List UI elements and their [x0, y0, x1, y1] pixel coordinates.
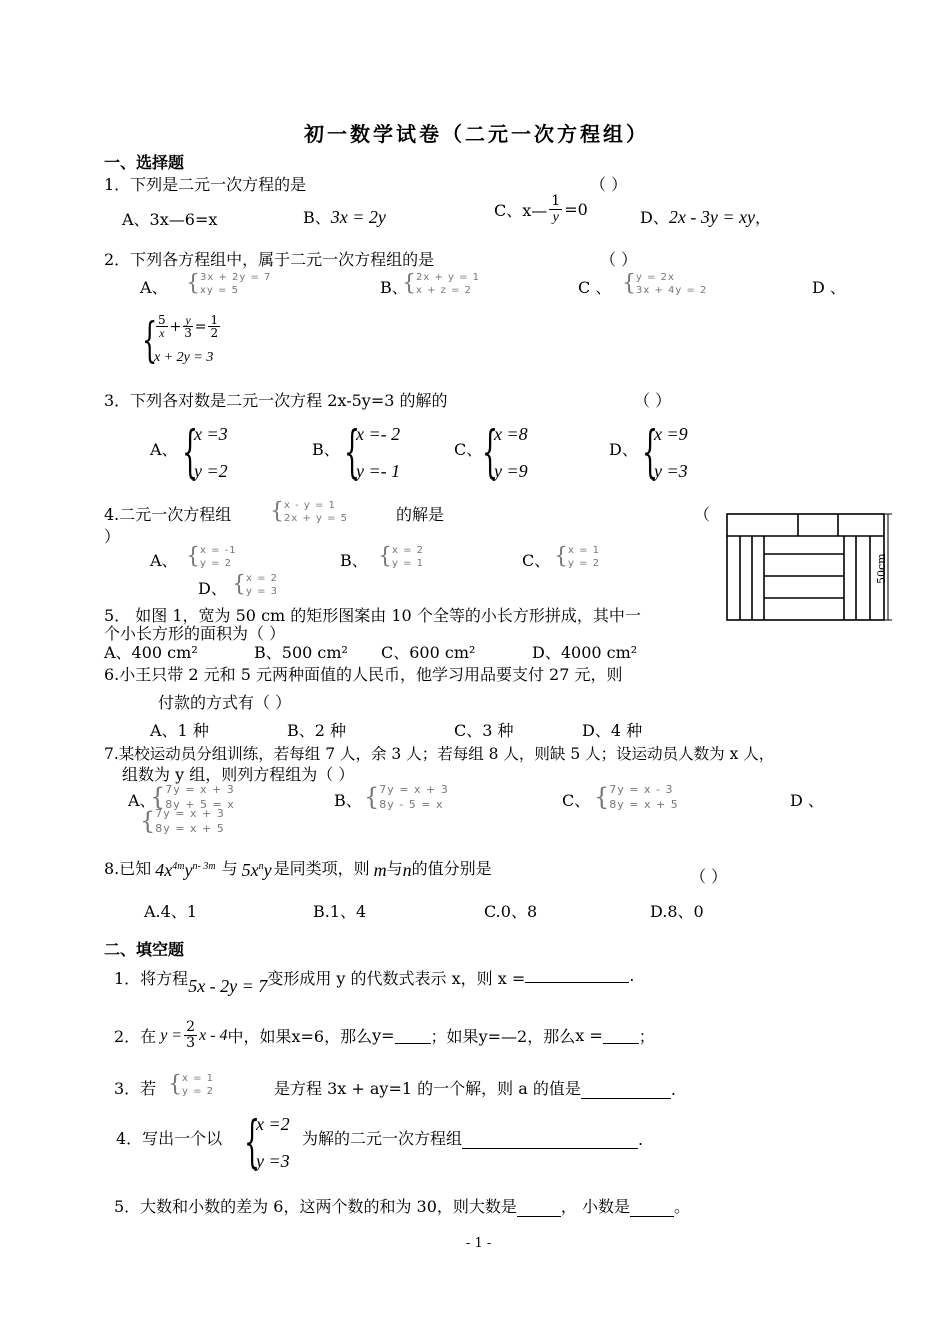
- f2-line: [114, 1020, 655, 1051]
- f1-text-b: 变形成用 y 的代数式表示 x，则 x =: [267, 969, 526, 988]
- q4-option-c-label: C、: [522, 551, 551, 570]
- q4-system: [270, 500, 348, 524]
- q7-line2: 组数为 y 组，则列方程组为（ ）: [122, 765, 355, 784]
- f3-text-a: 3．若: [114, 1079, 157, 1098]
- f3-line1: x = 1: [182, 1073, 215, 1084]
- q1-option-d-tail: ，: [754, 208, 771, 227]
- f1-equation: 5x - 2y = 7: [188, 976, 268, 996]
- q7-b-lines: [379, 784, 448, 810]
- f2-frac-den: 3: [186, 1035, 196, 1051]
- q2-option-c-system: [622, 272, 707, 296]
- q1-option-d-label: D、: [640, 208, 669, 227]
- q3-c-line2: y =9: [494, 461, 528, 481]
- q2-b-line2: x + z = 2: [416, 285, 473, 296]
- q8-m: m: [373, 860, 387, 880]
- q3-stem: 3．下列各对数是二元一次方程 2x-5y=3 的解的: [104, 391, 448, 410]
- q8-option-a: A.4、1: [144, 902, 198, 921]
- q8-term1: [155, 860, 215, 881]
- brace-icon: {: [402, 271, 416, 296]
- q7-a-line2: 8y + 5 = x: [165, 798, 235, 811]
- q2-d-frac1: [156, 314, 168, 339]
- q4-b-line1: x = 2: [392, 545, 425, 556]
- q7-c-line1: 7y = x - 3: [609, 783, 674, 796]
- q3-option-d-label: D、: [609, 440, 638, 459]
- f5-text-a: 5．大数和小数的差为 6，这两个数的和为 30，则大数是: [114, 1197, 517, 1216]
- q4-option-a-label: A、: [150, 551, 178, 570]
- brace-icon: {: [622, 271, 636, 296]
- f2-end: ；: [638, 1027, 655, 1046]
- f2-ym2: y=—2，那么: [478, 1027, 576, 1046]
- q1-answer-paren: （ ）: [590, 175, 628, 194]
- figure-outer-rect: [727, 514, 884, 620]
- f4-system: [244, 1110, 290, 1175]
- q8-term2: [242, 860, 272, 881]
- f2-text-c: ；如果: [430, 1027, 479, 1046]
- f1-answer-blank[interactable]: [525, 966, 629, 983]
- brace-icon: {: [270, 499, 284, 524]
- q3-a-lines: [194, 424, 228, 482]
- figure-1-rectangle-pattern: [722, 506, 902, 626]
- q3-d-line2: y =3: [654, 461, 688, 481]
- q1-option-c-label: C、x—: [494, 201, 548, 220]
- q4-option-b-label: B、: [340, 551, 368, 570]
- figure-dimension-label: 50cm: [875, 553, 888, 584]
- q2-option-a-system: [186, 272, 271, 296]
- f1-line: [114, 966, 634, 997]
- f4-lines: [256, 1114, 290, 1172]
- q7-b-line1: 7y = x + 3: [379, 783, 449, 796]
- q8-option-b: B.1、4: [313, 902, 367, 921]
- page-title: 初一数学试卷（二元一次方程组）: [304, 122, 649, 146]
- q2-d-frac3: [208, 314, 220, 339]
- f5-end: 。: [674, 1197, 691, 1216]
- q3-option-b-label: B、: [312, 440, 340, 459]
- q8-option-c: C.0、8: [484, 902, 538, 921]
- q4-option-a-system: [186, 545, 237, 569]
- q3-c-line1: x =8: [494, 424, 528, 444]
- q5-option-b: B、500 cm²: [254, 643, 348, 662]
- q2-b-lines: [416, 272, 480, 296]
- f3-text-b: 是方程 3x + ay=1 的一个解，则 a 的值是: [274, 1079, 581, 1098]
- f1-end: .: [629, 966, 635, 985]
- q2-d-frac3-den: 2: [210, 326, 219, 340]
- f2-frac-num: 2: [186, 1019, 196, 1035]
- q7-c-lines: [609, 784, 678, 810]
- f2-x6: x=6，那么: [291, 1027, 373, 1046]
- q7-d-line1: 7y = x + 3: [155, 807, 225, 820]
- q4-paren-close: ）: [104, 527, 121, 546]
- q3-b-line1: x =- 2: [356, 424, 401, 444]
- q3-option-b-system: [344, 420, 401, 485]
- q4-d-lines: [246, 573, 278, 597]
- q7-b-line2: 8y - 5 = x: [379, 798, 444, 811]
- f2-fraction: [184, 1020, 197, 1051]
- f3-answer-blank[interactable]: [581, 1082, 671, 1099]
- f2-text-a: 2．在: [114, 1027, 157, 1046]
- q7-option-d-system: [140, 808, 225, 834]
- f4-answer-blank[interactable]: [462, 1132, 638, 1149]
- q7-option-c-label: C、: [562, 791, 591, 810]
- q4-a-line1: x = -1: [200, 545, 237, 556]
- q4-c-lines: [568, 545, 600, 569]
- q8-stem: [104, 856, 492, 881]
- q6-line2: 付款的方式有（ ）: [158, 693, 292, 712]
- q2-d-frac1-den: x: [159, 326, 165, 340]
- q3-d-lines: [654, 424, 688, 482]
- q3-option-a-label: A、: [150, 440, 178, 459]
- q2-d-frac1-num: 5: [158, 313, 166, 327]
- q7-c-line2: 8y = x + 5: [609, 798, 679, 811]
- f3-end: .: [670, 1080, 676, 1099]
- q4-paren-open: （: [694, 505, 711, 524]
- q8-stem-c: 的值分别是: [411, 859, 492, 878]
- q7-option-d-label: D 、: [790, 791, 824, 810]
- brace-icon: {: [594, 783, 610, 811]
- f4-line1: x =2: [256, 1114, 290, 1134]
- q8-stem-b: 是同类项，则: [273, 859, 370, 878]
- brace-icon: {: [344, 420, 361, 485]
- q1-option-c: [494, 194, 588, 225]
- q3-a-line2: y =2: [194, 461, 228, 481]
- q2-a-lines: [200, 272, 271, 296]
- q8-answer-paren: （ ）: [690, 867, 728, 886]
- q2-option-d-system: [142, 314, 222, 366]
- q2-d-frac2: [183, 314, 192, 339]
- f1-text-a: 1．将方程: [114, 969, 189, 988]
- q6-line1: 6.小王只带 2 元和 5 元两种面值的人民币，他学习用品要支付 27 元，则: [104, 665, 623, 684]
- q4-stem-b: 的解是: [396, 505, 445, 524]
- q4-sys-lines: [284, 500, 348, 524]
- q5-option-c: C、600 cm²: [381, 643, 476, 662]
- section-heading-choice: 一、选择题: [104, 153, 185, 172]
- f2-lhs: y =: [160, 1026, 183, 1044]
- q5-option-a: A、400 cm²: [104, 643, 198, 662]
- q2-d-lines: [154, 314, 222, 366]
- q4-sys-line1: x - y = 1: [284, 500, 336, 511]
- q4-d-line2: y = 3: [246, 586, 279, 597]
- q4-option-d-system: [232, 573, 278, 597]
- q2-option-a-label: A、: [140, 278, 168, 297]
- q4-option-c-system: [554, 545, 600, 569]
- q1-stem: 1．下列是二元一次方程的是: [104, 175, 307, 194]
- q4-c-line1: x = 1: [568, 545, 601, 556]
- q2-c-line1: y = 2x: [636, 272, 675, 283]
- f4-rest: [302, 1126, 643, 1149]
- q6-option-b: B、2 种: [287, 721, 347, 740]
- q4-option-d-label: D、: [198, 579, 227, 598]
- q2-d-frac3-num: 1: [210, 313, 219, 327]
- q1-option-d-expr: 2x - 3y = xy: [668, 207, 755, 227]
- q2-d-frac2-num: y: [185, 313, 191, 327]
- q2-a-line2: xy = 5: [200, 285, 239, 296]
- q8-stem-a: 8.已知: [104, 859, 152, 878]
- q5-option-d: D、4000 cm²: [532, 643, 638, 662]
- q6-option-d: D、4 种: [582, 721, 643, 740]
- q3-option-c-label: C、: [454, 440, 483, 459]
- f4-text-b: 为解的二元一次方程组: [302, 1129, 463, 1148]
- q3-answer-paren: （ ）: [634, 391, 672, 410]
- q1-option-b-expr: 3x = 2y: [330, 207, 386, 227]
- f5-small-blank[interactable]: [630, 1200, 674, 1217]
- f2-x-label: x =: [575, 1026, 603, 1045]
- q7-option-b-system: [364, 784, 449, 810]
- brace-icon: {: [186, 544, 200, 569]
- q4-c-line2: y = 2: [568, 558, 601, 569]
- f2-y-blank[interactable]: [395, 1027, 431, 1044]
- q8-term2-base: 5x: [241, 860, 259, 880]
- f4-end: .: [638, 1130, 644, 1149]
- brace-icon: {: [642, 420, 659, 485]
- q8-term1-exp-y: n- 3m: [192, 861, 216, 872]
- q2-c-lines: [636, 272, 707, 296]
- q3-b-line2: y =- 1: [356, 461, 401, 481]
- q4-option-b-system: [378, 545, 424, 569]
- f2-x-blank[interactable]: [603, 1027, 639, 1044]
- q5-line2: 个小长方形的面积为（ ）: [104, 624, 286, 643]
- q1-option-b-label: B、: [303, 208, 331, 227]
- q3-b-lines: [356, 424, 400, 482]
- q8-option-d: D.8、0: [650, 902, 704, 921]
- brace-icon: {: [482, 420, 499, 485]
- brace-icon: {: [150, 783, 166, 811]
- q2-answer-paren: （ ）: [600, 250, 638, 269]
- q8-term2-y: y: [263, 860, 272, 880]
- f2-rhs: x - 4: [199, 1026, 228, 1044]
- q8-term1-exp-x: 4m: [172, 861, 185, 872]
- q7-d-line2: 8y = x + 5: [155, 822, 225, 835]
- q8-and: 与: [386, 859, 403, 878]
- q1-option-d: [640, 205, 771, 228]
- f2-text-b: 中，如果: [227, 1027, 292, 1046]
- brace-icon: {: [378, 544, 392, 569]
- q1-option-c-fraction: [549, 194, 562, 225]
- q6-option-c: C、3 种: [454, 721, 514, 740]
- brace-icon: {: [142, 312, 158, 368]
- f3-system: [168, 1073, 214, 1097]
- f3-rest: [274, 1076, 676, 1099]
- q8-term1-base: 4x: [155, 860, 173, 880]
- q2-d-frac2-den: 3: [184, 326, 192, 340]
- f3-line2: y = 2: [182, 1086, 215, 1097]
- brace-icon: {: [554, 544, 568, 569]
- q3-option-d-system: [642, 420, 688, 485]
- brace-icon: {: [232, 572, 246, 597]
- f5-big-blank[interactable]: [517, 1200, 561, 1217]
- q2-d-plus: +: [169, 318, 182, 335]
- q7-d-lines: [155, 808, 224, 834]
- q1-c-denominator: y: [552, 210, 559, 225]
- brace-icon: {: [364, 783, 380, 811]
- q7-option-a-label: A、: [128, 791, 156, 810]
- q7-line1: 7.某校运动员分组训练，若每组 7 人，余 3 人；若每组 8 人，则缺 5 人；设运动员人数为 x 人，: [104, 745, 775, 763]
- q2-c-line2: 3x + 4y = 2: [636, 285, 708, 296]
- q3-option-c-system: [482, 420, 528, 485]
- q4-stem-a: 4.二元一次方程组: [104, 505, 232, 524]
- q5-line1: 5． 如图 1，宽为 50 cm 的矩形图案由 10 个全等的小长方形拼成，其中一: [104, 606, 641, 625]
- f4-line2: y =3: [256, 1151, 290, 1171]
- f5-line: [114, 1194, 690, 1217]
- q2-b-line1: 2x + y = 1: [416, 272, 481, 283]
- q8-mid: 与: [221, 859, 238, 878]
- q4-b-line2: y = 1: [392, 558, 425, 569]
- q1-option-a: A、3x—6=x: [122, 210, 218, 229]
- q2-option-c-label: C 、: [578, 278, 612, 297]
- q3-c-lines: [494, 424, 528, 482]
- q4-d-line1: x = 2: [246, 573, 279, 584]
- q2-d-line2: x + 2y = 3: [154, 350, 214, 365]
- q4-sys-line2: 2x + y = 5: [284, 513, 349, 524]
- brace-icon: {: [186, 271, 200, 296]
- q3-a-line1: x =3: [194, 424, 228, 444]
- q1-option-c-rest: =0: [564, 200, 588, 219]
- brace-icon: {: [182, 420, 199, 485]
- q2-stem: 2．下列各方程组中，属于二元一次方程组的是: [104, 250, 435, 269]
- q4-a-lines: [200, 545, 237, 569]
- section-heading-fill: 二、填空题: [104, 940, 185, 959]
- q2-option-b-system: [402, 272, 480, 296]
- q1-option-b: [303, 205, 386, 228]
- f3-lines: [182, 1073, 214, 1097]
- brace-icon: {: [244, 1110, 261, 1175]
- q2-d-equals: =: [194, 318, 207, 335]
- f2-y-label: y=: [372, 1026, 395, 1045]
- q8-n: n: [402, 860, 412, 880]
- q8-term1-y: y: [184, 860, 193, 880]
- brace-icon: {: [168, 1072, 182, 1097]
- q3-d-line1: x =9: [654, 424, 688, 444]
- q2-a-line1: 3x + 2y = 7: [200, 272, 272, 283]
- q1-c-numerator: 1: [551, 193, 561, 209]
- q8-term2-exp: n: [258, 861, 264, 872]
- f5-text-b: ， 小数是: [560, 1197, 630, 1216]
- q2-option-d-label: D 、: [812, 278, 846, 297]
- q4-a-line2: y = 2: [200, 558, 233, 569]
- q2-d-line1: [154, 314, 222, 339]
- q7-option-c-system: [594, 784, 679, 810]
- page-number: - 1 -: [466, 1236, 492, 1251]
- q7-a-line1: 7y = x + 3: [165, 783, 235, 796]
- q2-option-b-label: B、: [380, 278, 408, 297]
- q3-option-a-system: [182, 420, 228, 485]
- q6-option-a: A、1 种: [150, 721, 209, 740]
- brace-icon: {: [140, 807, 156, 835]
- f4-text-a: 4．写出一个以: [116, 1129, 223, 1148]
- q7-option-b-label: B、: [334, 791, 362, 810]
- q4-b-lines: [392, 545, 424, 569]
